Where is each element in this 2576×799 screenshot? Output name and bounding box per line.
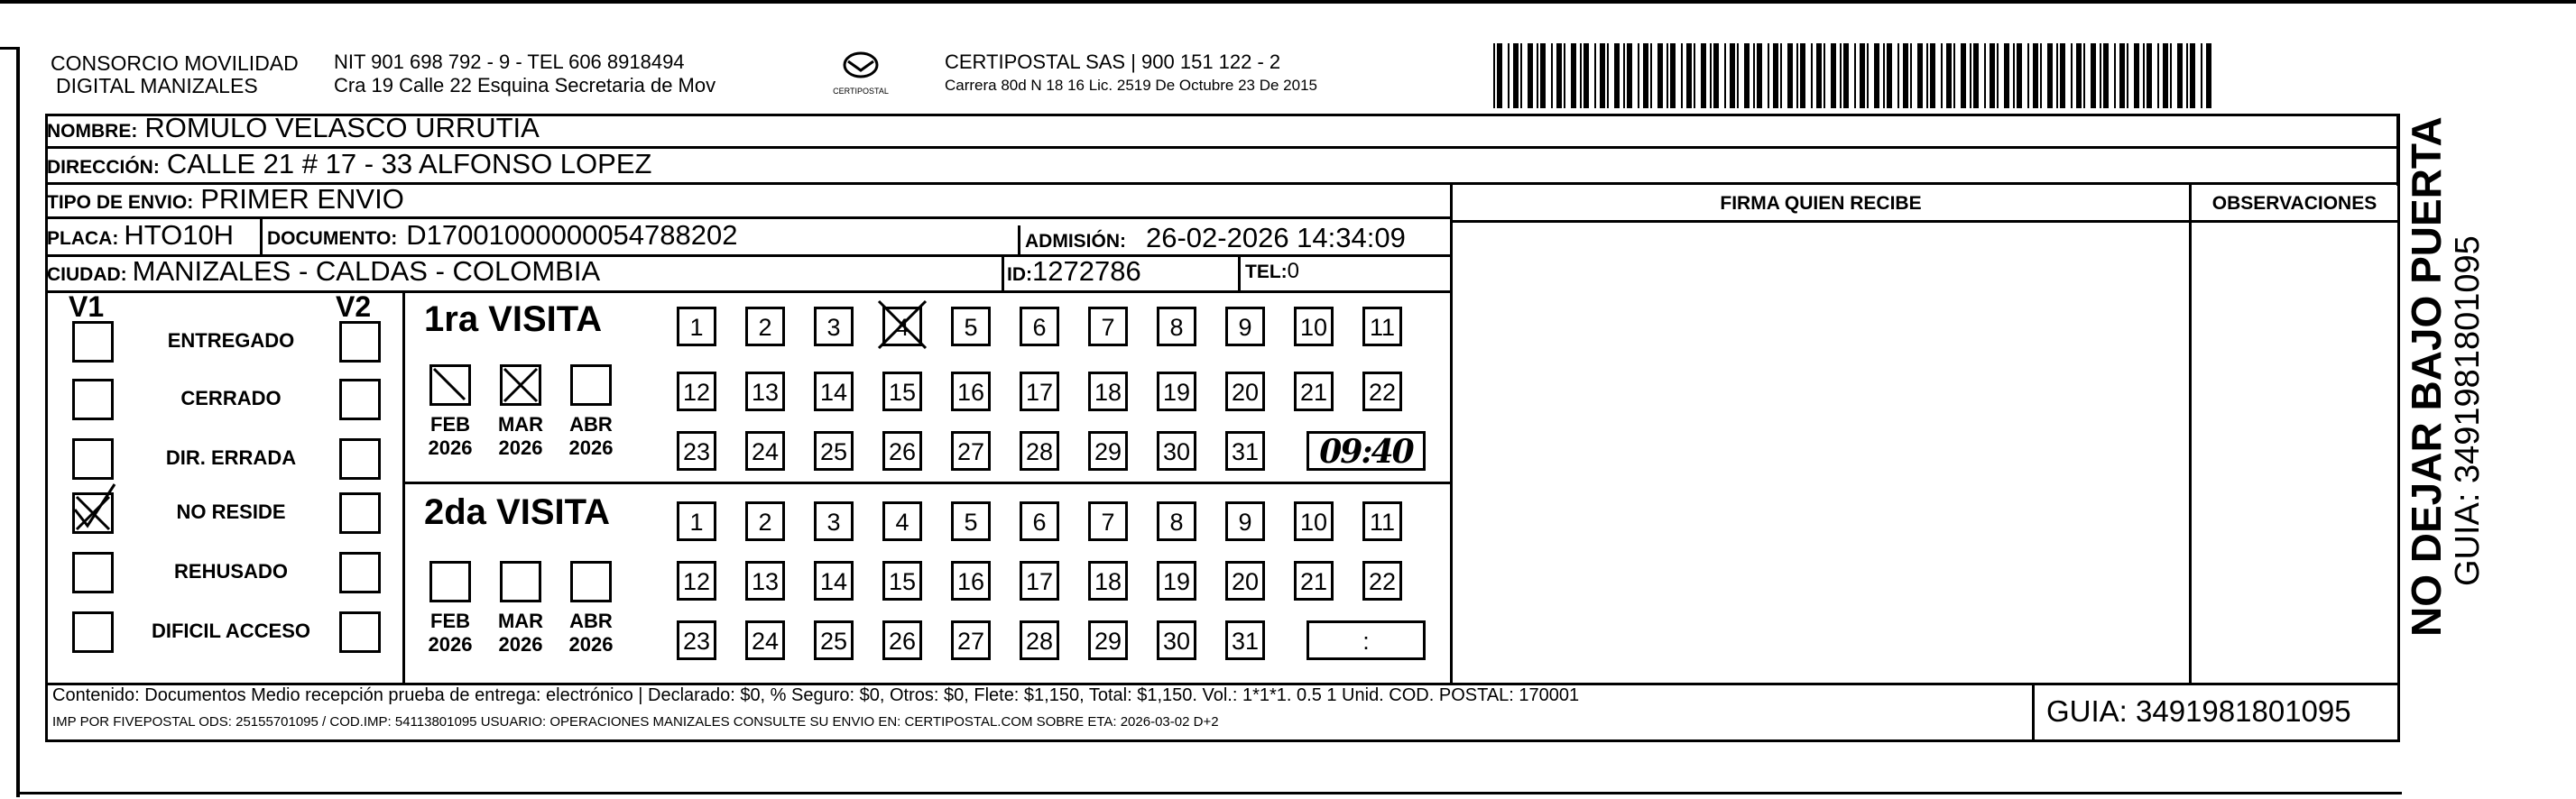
month-year: 2026: [498, 436, 543, 459]
second-visit-day[interactable]: 18: [1088, 561, 1128, 601]
id-row: [1007, 255, 1141, 288]
barcode: [1493, 43, 2215, 108]
second-visit-month-box[interactable]: [429, 561, 471, 602]
side-text: [2403, 116, 2576, 637]
v1-checkbox[interactable]: [72, 321, 114, 363]
barcode-bar: [2060, 43, 2065, 108]
first-visit-day[interactable]: 25: [814, 431, 854, 471]
placa-label: PLACA:: [47, 228, 119, 249]
barcode-bar: [1930, 43, 1935, 108]
row-line-3b: [1453, 220, 2398, 223]
month-year: 2026: [428, 436, 473, 459]
tipo-label: TIPO DE ENVIO:: [47, 192, 194, 213]
firma-label: FIRMA QUIEN RECIBE: [1720, 193, 1922, 214]
barcode-bar: [1887, 43, 1892, 108]
month-name: MAR: [497, 610, 544, 632]
tel-row: [1245, 259, 1299, 284]
second-visit-day[interactable]: 30: [1157, 620, 1196, 660]
ciudad-value: MANIZALES - CALDAS - COLOMBIA: [132, 255, 601, 287]
tel-label: TEL:: [1245, 262, 1288, 282]
first-visit-day[interactable]: 4: [882, 307, 922, 346]
barcode-bar: [2201, 43, 2202, 108]
id-value: 1272786: [1032, 255, 1141, 287]
obs-col-line: [2189, 182, 2192, 684]
barcode-bar: [1594, 43, 1596, 108]
second-visit-day[interactable]: 29: [1088, 620, 1128, 660]
visits-mid-divider: [402, 482, 1453, 484]
second-visit-title: 2da VISITA: [424, 492, 610, 532]
first-visit-day[interactable]: 27: [951, 431, 991, 471]
row-line-3: [45, 216, 1453, 219]
barcode-bar: [1551, 43, 1553, 108]
first-visit-month-box[interactable]: [570, 364, 612, 406]
barcode-bar: [1970, 43, 1971, 108]
nit-line: NIT 901 698 792 - 9 - TEL 606 8918494: [334, 51, 685, 73]
direccion-value: CALLE 21 # 17 - 33 ALFONSO LOPEZ: [166, 148, 652, 179]
second-visit-day[interactable]: 4: [882, 501, 922, 541]
first-visit-day[interactable]: 2: [745, 307, 785, 346]
nombre-value: ROMULO VELASCO URRUTIA: [144, 112, 540, 143]
month-year: 2026: [428, 633, 473, 656]
barcode-bar: [1600, 43, 1605, 108]
barcode-bar: [1513, 43, 1519, 108]
barcode-bar: [1710, 43, 1712, 108]
first-visit-day[interactable]: 21: [1294, 372, 1334, 411]
placa-value: HTO10H: [124, 219, 235, 251]
second-visit-day[interactable]: 13: [745, 561, 785, 601]
first-visit-time-box[interactable]: 09:40: [1306, 431, 1426, 471]
second-visit-day[interactable]: 11: [1362, 501, 1402, 541]
second-visit-day[interactable]: 8: [1157, 501, 1196, 541]
barcode-bar: [1571, 43, 1576, 108]
barcode-bar: [2027, 43, 2029, 108]
barcode-bar: [1840, 43, 1842, 108]
barcode-bar: [2047, 43, 2053, 108]
second-visit-day[interactable]: 16: [951, 561, 991, 601]
second-visit-day[interactable]: 17: [1020, 561, 1059, 601]
barcode-bar: [2033, 43, 2038, 108]
first-visit-day[interactable]: 24: [745, 431, 785, 471]
barcode-bar: [2040, 43, 2042, 108]
barcode-bar: [1493, 43, 1495, 108]
certipostal-logo: [828, 49, 893, 99]
x-mark-icon: [877, 299, 928, 350]
second-visit-day[interactable]: 1: [677, 501, 716, 541]
barcode-bar: [1638, 43, 1639, 108]
side-guia: GUIA: 3491981801095: [2449, 235, 2487, 586]
barcode-bar: [1953, 43, 1955, 108]
barcode-bar: [1843, 43, 1849, 108]
row-line-5: [45, 290, 1453, 293]
second-visit-day[interactable]: 19: [1157, 561, 1196, 601]
barcode-bar: [2103, 43, 2109, 108]
first-visit-day[interactable]: 26: [882, 431, 922, 471]
placa-row: [47, 219, 234, 252]
barcode-bar: [2143, 43, 2145, 108]
barcode-bar: [1497, 43, 1502, 108]
status-label: ENTREGADO: [167, 329, 295, 352]
first-visit-day[interactable]: 5: [951, 307, 991, 346]
barcode-bar: [2127, 43, 2128, 108]
barcode-bar: [1926, 43, 1928, 108]
month-name: MAR: [497, 413, 544, 436]
second-visit-month-box[interactable]: [570, 561, 612, 602]
form-right-col-line: [1450, 182, 1453, 684]
v2-checkbox[interactable]: [339, 552, 381, 593]
first-visit-day[interactable]: 7: [1088, 307, 1128, 346]
direccion-label: DIRECCIÓN:: [47, 157, 160, 178]
second-visit-day[interactable]: 22: [1362, 561, 1402, 601]
nombre-label: NOMBRE:: [47, 121, 138, 142]
tel-divider: [1238, 256, 1241, 290]
v2-checkbox[interactable]: [339, 611, 381, 653]
top-right-edge: [2396, 114, 2400, 186]
company-line-1: CONSORCIO MOVILIDAD: [51, 51, 299, 75]
admision-row: [1025, 222, 1406, 254]
footer-contenido: Contenido: Documentos Medio recepción prueba de entrega: electrónico | Declarado: $0, % Seguro: $0, Otros: $0, Flete: $1,150, Total: $1,150. Vol.: 1*1*1. 0.5 1 Unid. COD. POSTAL: 170001: [52, 685, 1580, 705]
barcode-bar: [2100, 43, 2101, 108]
barcode-bar: [1973, 43, 1979, 108]
barcode-bar: [1694, 43, 1695, 108]
first-visit-day[interactable]: 30: [1157, 431, 1196, 471]
second-visit-day[interactable]: 5: [951, 501, 991, 541]
second-visit-day[interactable]: 14: [814, 561, 854, 601]
left-edge-line: [16, 47, 20, 797]
barcode-bar: [1961, 43, 1966, 108]
documento-row: [267, 219, 737, 252]
barcode-bar: [2017, 43, 2022, 108]
barcode-bar: [1796, 43, 1798, 108]
barcode-bar: [2091, 43, 2096, 108]
first-visit-day[interactable]: 18: [1088, 372, 1128, 411]
barcode-bar: [2076, 43, 2082, 108]
barcode-bar: [2013, 43, 2015, 108]
second-visit-day[interactable]: 24: [745, 620, 785, 660]
barcode-bar: [2004, 43, 2009, 108]
barcode-bar: [2056, 43, 2058, 108]
month-year: 2026: [568, 436, 614, 459]
barcode-bar: [1686, 43, 1692, 108]
first-visit-day[interactable]: 20: [1225, 372, 1265, 411]
barcode-bar: [1508, 43, 1510, 108]
barcode-bar: [1997, 43, 1999, 108]
second-visit-day[interactable]: 23: [677, 620, 716, 660]
barcode-bar: [1874, 43, 1879, 108]
barcode-bar: [2147, 43, 2152, 108]
barcode-bar: [2157, 43, 2159, 108]
barcode-bar: [2071, 43, 2073, 108]
status-label: DIR. ERRADA: [165, 446, 297, 469]
admision-value: 26-02-2026 14:34:09: [1146, 222, 1406, 253]
certi-line-1: CERTIPOSTAL SAS | 900 151 122 - 2: [945, 51, 1281, 73]
first-visit-day[interactable]: 8: [1157, 307, 1196, 346]
address-line: Cra 19 Calle 22 Esquina Secretaria de Mov: [334, 74, 716, 96]
tel-value: 0: [1287, 259, 1300, 283]
second-visit-day[interactable]: 6: [1020, 501, 1059, 541]
barcode-bar: [1528, 43, 1533, 108]
month-year: 2026: [498, 633, 543, 656]
second-visit-month-box[interactable]: [500, 561, 541, 602]
barcode-bar: [2190, 43, 2195, 108]
footer-imp: IMP POR FIVEPOSTAL ODS: 25155701095 / COD.IMP: 54113801095 USUARIO: OPERACIONES MANIZALES CONSULTE SU ENVIO EN: CERTIPOSTAL.COM SOBRE ETA: 2026-03-02 D+2: [52, 714, 1219, 730]
v1-checkbox[interactable]: [72, 438, 114, 480]
barcode-bar: [1917, 43, 1923, 108]
first-visit-day[interactable]: 22: [1362, 372, 1402, 411]
barcode-bar: [1643, 43, 1648, 108]
barcode-bar: [1800, 43, 1805, 108]
barcode-graphic: [1493, 43, 2215, 108]
left-edge-tick: [0, 47, 18, 50]
barcode-bar: [1540, 43, 1546, 108]
barcode-bar: [1910, 43, 1912, 108]
nombre-row: [47, 112, 540, 144]
barcode-bar: [1780, 43, 1782, 108]
second-visit-day[interactable]: 15: [882, 561, 922, 601]
first-visit-month-box[interactable]: [429, 364, 471, 406]
barcode-bar: [2186, 43, 2188, 108]
id-label: ID:: [1007, 264, 1032, 285]
v1-checkbox[interactable]: [72, 379, 114, 420]
barcode-bar: [2177, 43, 2183, 108]
barcode-bar: [1556, 43, 1562, 108]
barcode-bar: [1730, 43, 1735, 108]
barcode-bar: [1564, 43, 1565, 108]
admision-label: ADMISIÓN:: [1025, 231, 1126, 252]
certipostal-info: [945, 51, 1317, 97]
second-visit-day[interactable]: 9: [1225, 501, 1265, 541]
barcode-bar: [1941, 43, 1943, 108]
month-year: 2026: [568, 633, 614, 656]
barcode-bar: [1657, 43, 1663, 108]
second-visit-time-box[interactable]: :: [1306, 620, 1426, 660]
month-name: ABR: [569, 610, 613, 632]
v1-checkbox[interactable]: [72, 492, 114, 534]
barcode-bar: [2163, 43, 2168, 108]
company-contact: [334, 51, 716, 97]
first-visit-day[interactable]: 9: [1225, 307, 1265, 346]
barcode-bar: [1946, 43, 1952, 108]
barcode-bar: [1627, 43, 1632, 108]
first-visit-day[interactable]: 23: [677, 431, 716, 471]
barcode-bar: [2206, 43, 2211, 108]
barcode-bar: [1773, 43, 1778, 108]
barcode-bar: [1681, 43, 1683, 108]
barcode-bar: [1860, 43, 1865, 108]
placa-divider: [260, 218, 263, 256]
form-footer-right-line: [2397, 683, 2400, 742]
barcode-bar: [1537, 43, 1538, 108]
barcode-bar: [1650, 43, 1652, 108]
first-visit-day[interactable]: 16: [951, 372, 991, 411]
v1-checkbox[interactable]: [72, 552, 114, 593]
second-visit-day[interactable]: 21: [1294, 561, 1334, 601]
first-visit-day[interactable]: 19: [1157, 372, 1196, 411]
footer-guia-divider: [2032, 684, 2035, 741]
second-visit-day[interactable]: 25: [814, 620, 854, 660]
barcode-bar: [2083, 43, 2085, 108]
second-visit-day[interactable]: 26: [882, 620, 922, 660]
first-visit-day[interactable]: 15: [882, 372, 922, 411]
barcode-bar: [1824, 43, 1825, 108]
first-visit-day[interactable]: 13: [745, 372, 785, 411]
barcode-bar: [1737, 43, 1739, 108]
status-label: NO RESIDE: [176, 501, 286, 523]
barcode-bar: [2170, 43, 2172, 108]
v1-label: V1: [69, 290, 105, 323]
first-visit-day[interactable]: 28: [1020, 431, 1059, 471]
second-visit-day[interactable]: 3: [814, 501, 854, 541]
barcode-bar: [1816, 43, 1822, 108]
barcode-bar: [1667, 43, 1668, 108]
barcode-bar: [1583, 43, 1589, 108]
second-visit-day[interactable]: 27: [951, 620, 991, 660]
direccion-row: [47, 148, 651, 180]
form-footer-left-line: [45, 683, 48, 742]
second-visit-day[interactable]: 28: [1020, 620, 1059, 660]
second-visit-day[interactable]: 7: [1088, 501, 1128, 541]
first-visit-day[interactable]: 12: [677, 372, 716, 411]
barcode-bar: [2119, 43, 2125, 108]
barcode-bar: [2134, 43, 2139, 108]
barcode-bar: [1831, 43, 1836, 108]
side-warning: NO DEJAR BAJO PUERTA: [2403, 116, 2450, 637]
envelope-logo-icon: [828, 49, 893, 99]
observaciones-label: OBSERVACIONES: [2211, 193, 2377, 214]
month-name: FEB: [430, 413, 470, 436]
month-name: FEB: [430, 610, 470, 632]
bottom-edge-line: [20, 792, 2402, 794]
v2-label: V2: [336, 290, 372, 323]
footer-guia: GUIA: 3491981801095: [2046, 694, 2351, 728]
company-name: [51, 52, 299, 97]
x-mark-icon: [503, 367, 539, 403]
v2-checkbox[interactable]: [339, 321, 381, 363]
status-label: REHUSADO: [174, 560, 288, 583]
first-visit-month-box[interactable]: [500, 364, 541, 406]
barcode-bar: [1607, 43, 1609, 108]
v1-checkbox[interactable]: [72, 611, 114, 653]
first-visit-day[interactable]: 3: [814, 307, 854, 346]
barcode-bar: [1623, 43, 1625, 108]
first-visit-day[interactable]: 11: [1362, 307, 1402, 346]
v2-checkbox[interactable]: [339, 492, 381, 534]
barcode-bar: [1757, 43, 1762, 108]
second-visit-day[interactable]: 10: [1294, 501, 1334, 541]
first-visit-day[interactable]: 1: [677, 307, 716, 346]
slash-mark-icon: [432, 367, 468, 403]
first-visit-day[interactable]: 17: [1020, 372, 1059, 411]
second-visit-day[interactable]: 12: [677, 561, 716, 601]
company-line-2: DIGITAL MANIZALES: [56, 74, 258, 97]
barcode-bar: [1811, 43, 1813, 108]
id-divider: [1002, 256, 1004, 290]
day-x-mark: [877, 299, 928, 350]
barcode-bar: [1753, 43, 1755, 108]
first-visit-title: 1ra VISITA: [424, 299, 603, 339]
barcode-bar: [1787, 43, 1793, 108]
barcode-bar: [1580, 43, 1582, 108]
barcode-bar: [1713, 43, 1719, 108]
barcode-bar: [1897, 43, 1899, 108]
barcode-bar: [1984, 43, 1986, 108]
v2-checkbox[interactable]: [339, 379, 381, 420]
ciudad-label: CIUDAD:: [47, 264, 127, 285]
certi-line-2: Carrera 80d N 18 16 Lic. 2519 De Octubre 23 De 2015: [945, 77, 1317, 94]
second-visit-day[interactable]: 2: [745, 501, 785, 541]
top-edge-line: [0, 0, 2576, 4]
check-mark-icon: [68, 479, 122, 533]
barcode-bar: [1768, 43, 1769, 108]
visits-left-divider: [402, 292, 405, 684]
documento-label: DOCUMENTO:: [267, 228, 398, 249]
barcode-bar: [1670, 43, 1676, 108]
first-visit-day[interactable]: 14: [814, 372, 854, 411]
barcode-bar: [1701, 43, 1706, 108]
barcode-bar: [1883, 43, 1885, 108]
first-visit-day[interactable]: 31: [1225, 431, 1265, 471]
barcode-bar: [1854, 43, 1856, 108]
second-visit-day[interactable]: 20: [1225, 561, 1265, 601]
barcode-bar: [1867, 43, 1869, 108]
logo-text: CERTIPOSTAL: [833, 87, 889, 96]
admision-divider: [1018, 225, 1020, 256]
first-visit-day[interactable]: 6: [1020, 307, 1059, 346]
barcode-bar: [2114, 43, 2116, 108]
barcode-bar: [1614, 43, 1620, 108]
barcode-bar: [1903, 43, 1908, 108]
tipo-value: PRIMER ENVIO: [200, 183, 404, 215]
barcode-bar: [1724, 43, 1726, 108]
first-visit-day[interactable]: 10: [1294, 307, 1334, 346]
status-label: CERRADO: [180, 387, 282, 409]
ciudad-row: [47, 255, 600, 288]
barcode-bar: [1744, 43, 1750, 108]
status-label: DIFICIL ACCESO: [151, 620, 310, 642]
second-visit-day[interactable]: 31: [1225, 620, 1265, 660]
v2-checkbox[interactable]: [339, 438, 381, 480]
documento-value: D17001000000054788202: [406, 219, 738, 251]
month-name: ABR: [569, 413, 613, 436]
tipo-envio-row: [47, 183, 404, 216]
barcode-bar: [1990, 43, 1995, 108]
barcode-bar: [1520, 43, 1522, 108]
form-bottom-line: [45, 739, 2400, 742]
first-visit-day[interactable]: 29: [1088, 431, 1128, 471]
